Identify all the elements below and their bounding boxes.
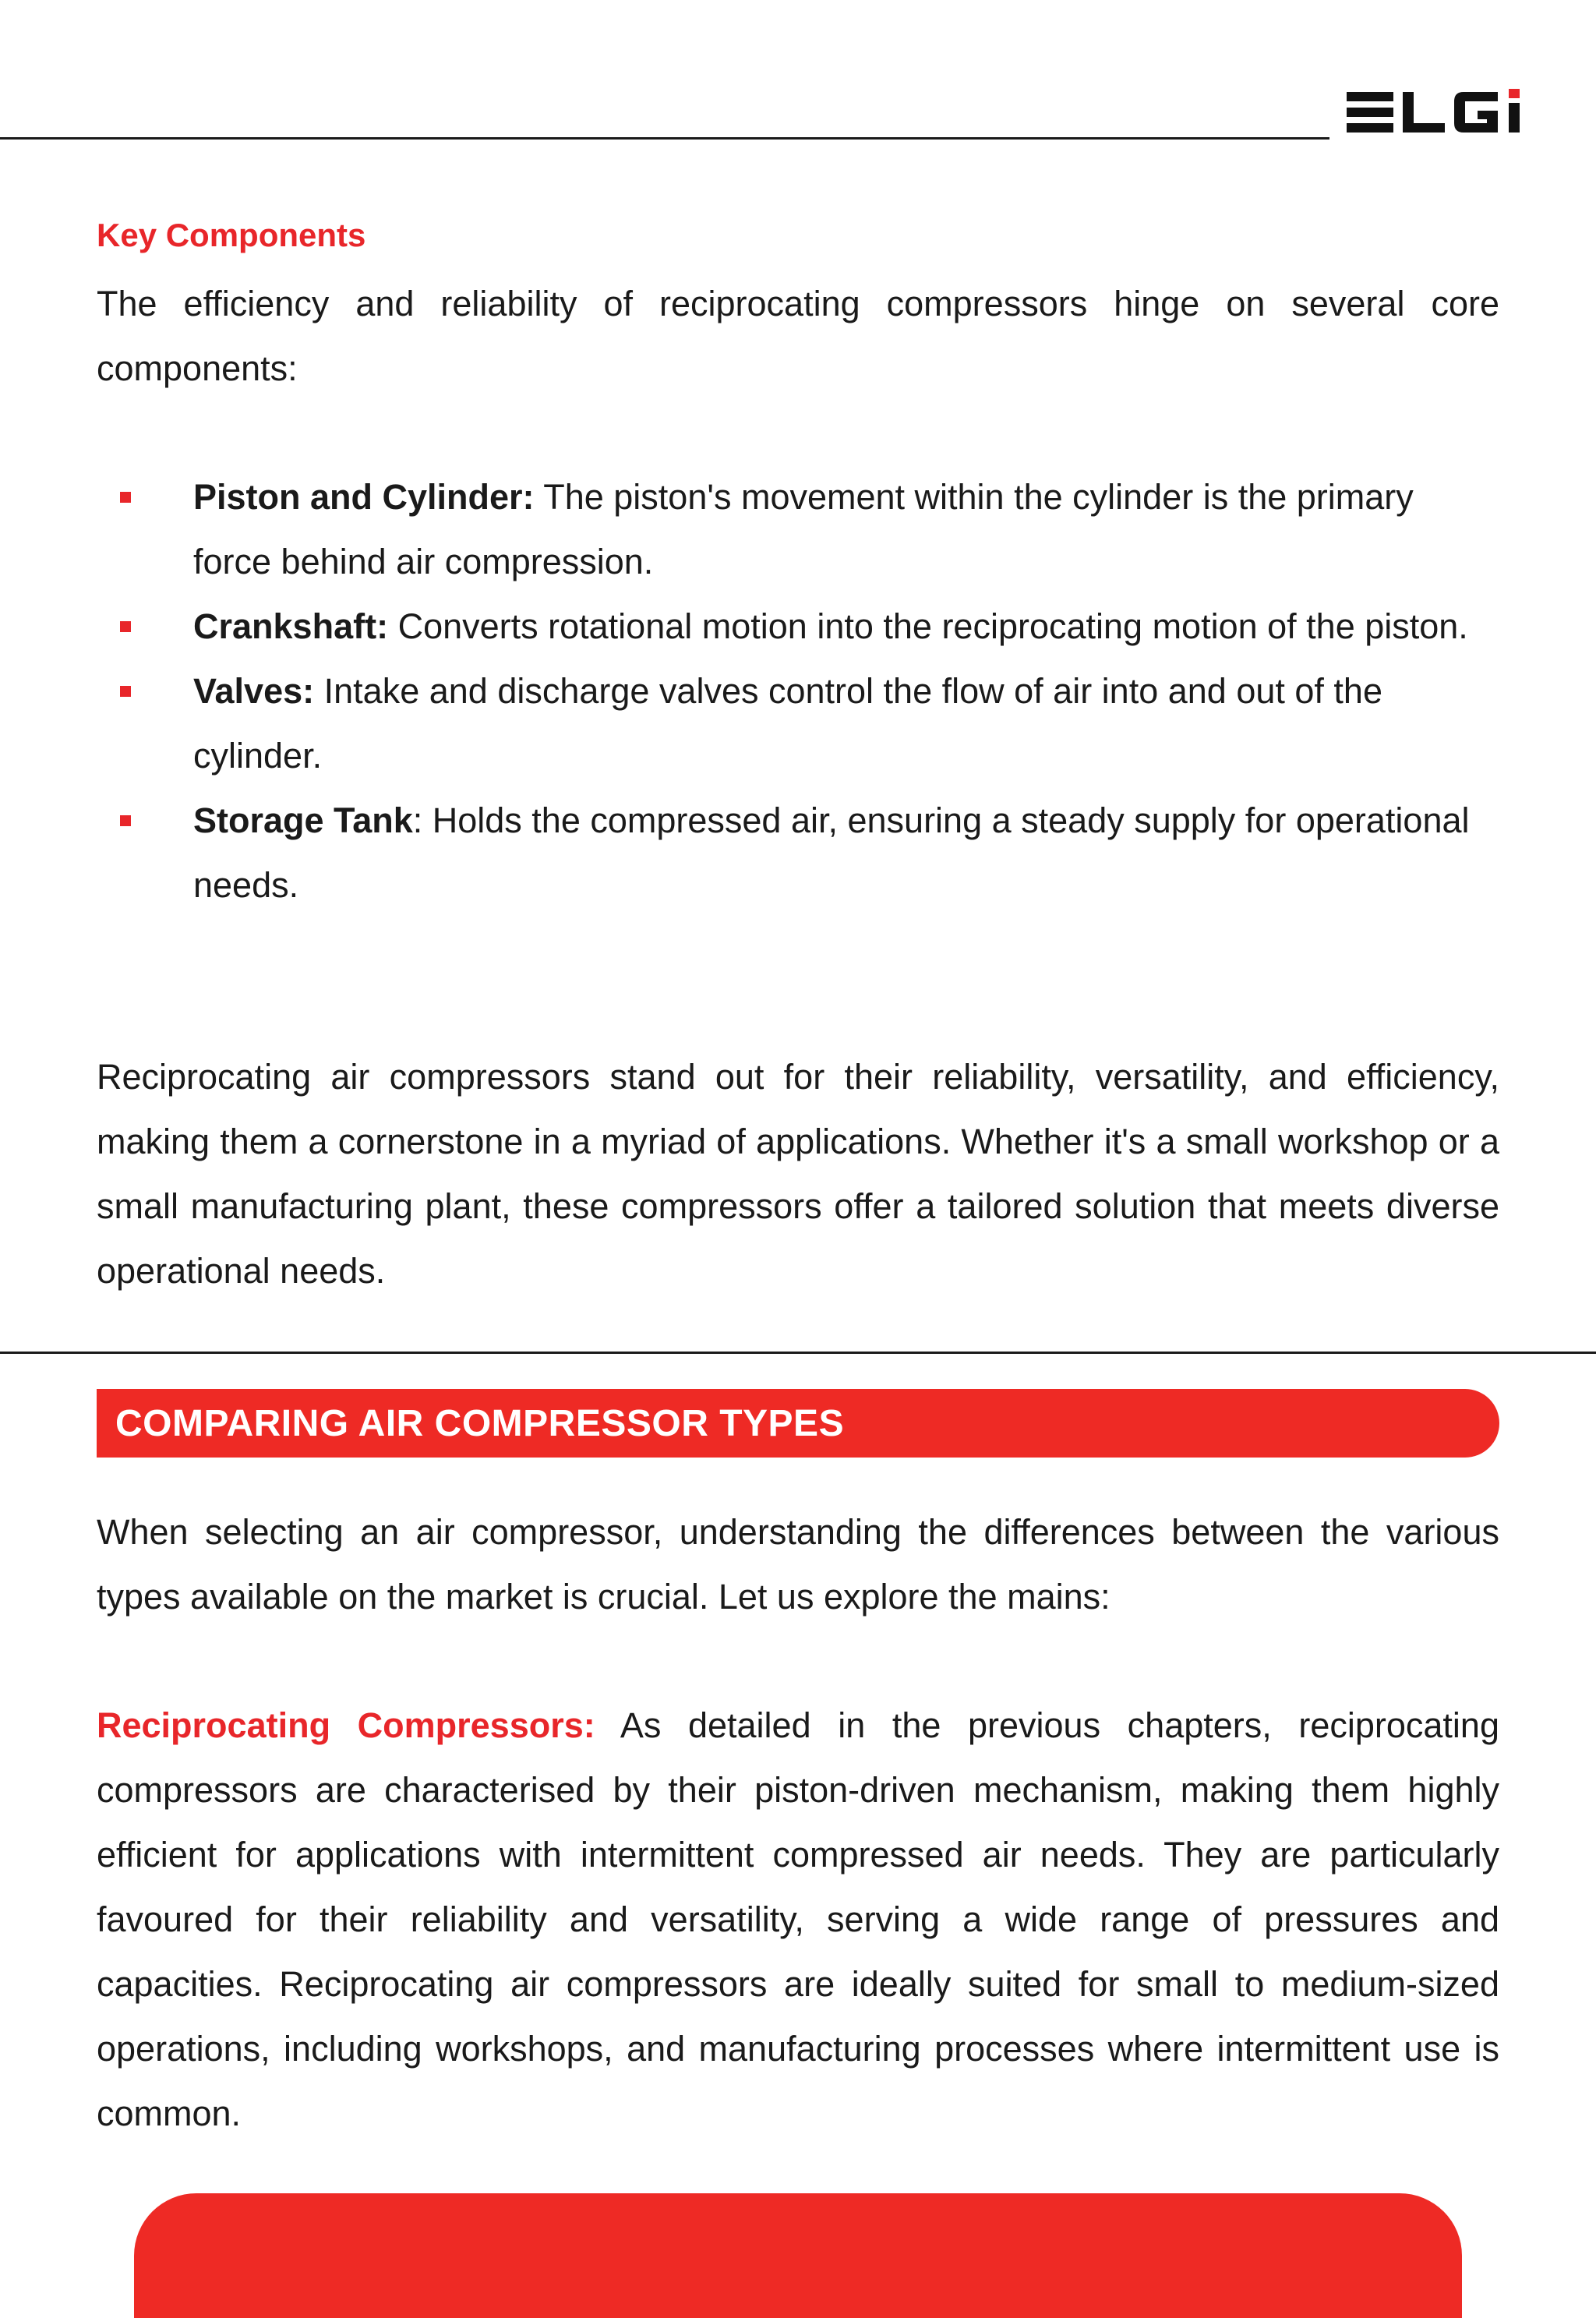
key-components-heading: Key Components (97, 217, 366, 253)
section-banner (97, 1389, 1499, 1458)
list-item-term: Piston and Cylinder: (193, 477, 535, 517)
list-item (97, 465, 1499, 594)
list-item-text: Intake and discharge valves control the flow of air into and out of the cylinder. (193, 671, 1382, 776)
reciprocating-paragraph (97, 1693, 1499, 2146)
square-bullet-icon (120, 621, 131, 632)
reciprocating-text: As detailed in the previous chapters, reciprocating compressors are characterised by their piston-driven mechanism, making them highly efficient for applications with intermittent compressed air needs. They are particularly favoured for their reliability and versatility, serving a wide range of pressures and capacities. Reciprocating air compressors are ideally suited for small to medium-sized operations, including workshops, and manufacturing processes where intermittent use is common. (97, 1705, 1499, 2133)
list-item (97, 594, 1499, 659)
list-item-text: Converts rotational motion into the reciprocating motion of the piston. (388, 606, 1468, 646)
next-section-banner (134, 2193, 1462, 2318)
header-rule (0, 137, 1329, 140)
key-components-summary: Reciprocating air compressors stand out for their reliability, versatility, and efficiency, making them a cornerstone in a myriad of applications. Whether it's a small workshop or a small manufacturing plant, these compressors offer a tailored solution that meets diverse operational needs. (97, 1057, 1499, 1291)
list-item-text: The piston's movement within the cylinder is the primary force behind air compression. (193, 477, 1414, 581)
square-bullet-icon (120, 492, 131, 503)
elgi-logo (1347, 84, 1551, 140)
list-item (97, 788, 1499, 917)
reciprocating-lead: Reciprocating Compressors: (97, 1705, 595, 1745)
list-item (97, 659, 1499, 788)
square-bullet-icon (120, 815, 131, 826)
list-item-term: Valves: (193, 671, 315, 711)
square-bullet-icon (120, 686, 131, 697)
section-divider (0, 1352, 1596, 1354)
list-item-term: Crankshaft: (193, 606, 389, 646)
list-item-text: : Holds the compressed air, ensuring a steady supply for operational needs. (193, 800, 1470, 905)
comparing-intro: When selecting an air compressor, understanding the differences between the various types available on the market is crucial. Let us explore the mains: (97, 1512, 1499, 1617)
key-components-list (97, 465, 1499, 917)
key-components-intro: The efficiency and reliability of reciprocating compressors hinge on several core components: (97, 284, 1499, 388)
banner-title: COMPARING AIR COMPRESSOR TYPES (115, 1402, 845, 1444)
list-item-term: Storage Tank (193, 800, 413, 840)
